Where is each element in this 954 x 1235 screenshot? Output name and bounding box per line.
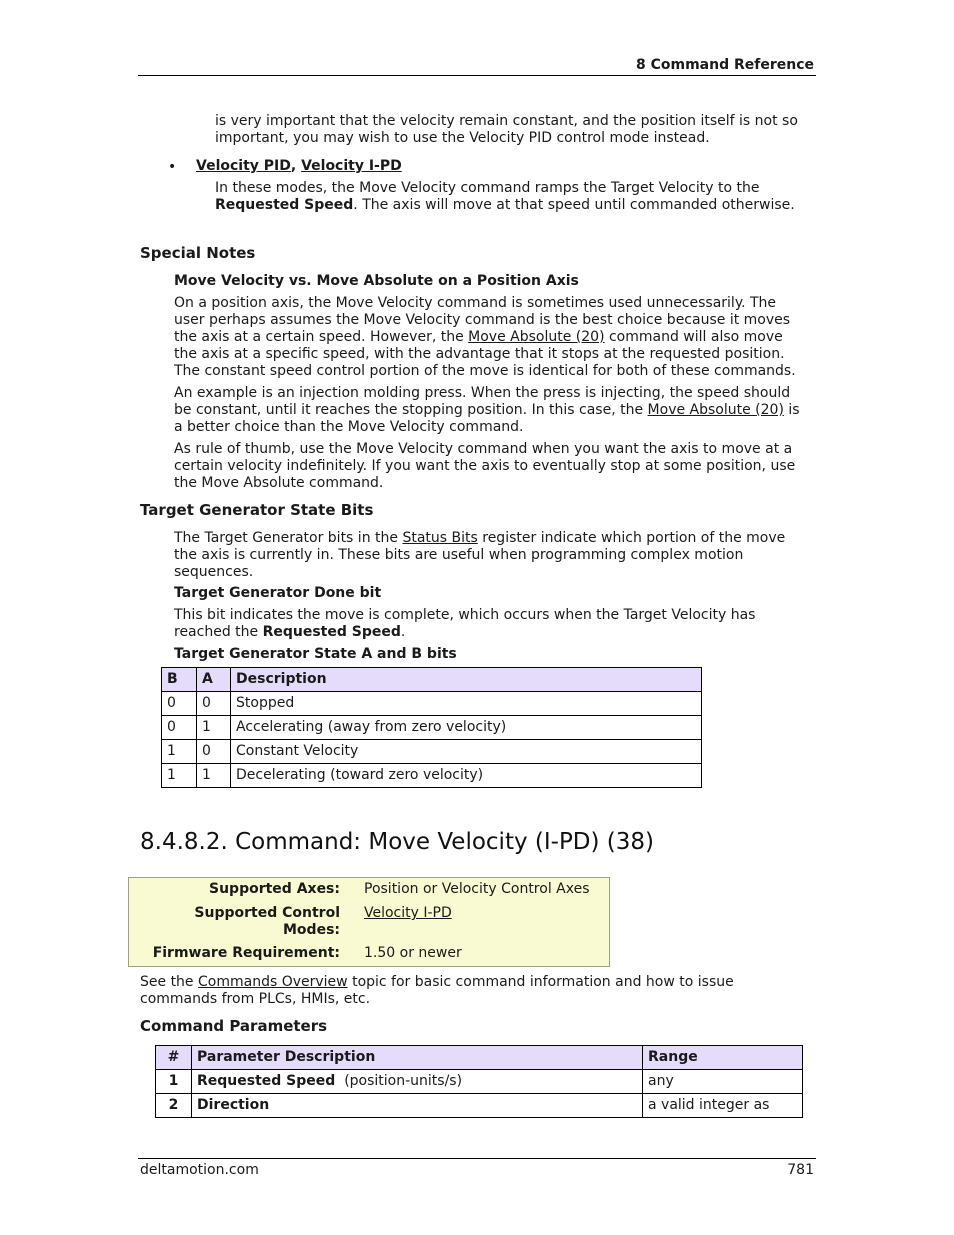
velocity-ipd-mode-link[interactable]: Velocity I-PD [364, 905, 452, 921]
tg-bits-heading: Target Generator State Bits [140, 501, 374, 519]
intro-paragraph: is very important that the velocity remain constant, and the position itself is not so important, you may wish to use the Velocity PID control mode instead. [215, 113, 798, 146]
velocity-pid-link[interactable]: Velocity PID [196, 158, 291, 174]
table-row: 2 Direction a valid integer as [156, 1094, 803, 1118]
tg-done-heading: Target Generator Done bit [174, 585, 382, 601]
footer-site: deltamotion.com [140, 1162, 259, 1178]
command-info-box [128, 877, 610, 967]
command-parameters-heading: Command Parameters [140, 1017, 328, 1035]
special-notes-heading: Special Notes [140, 244, 256, 262]
footer-rule [138, 1158, 816, 1159]
info-row-firmware: Firmware Requirement: 1.50 or newer [152, 945, 462, 961]
bullet-icon: • [168, 159, 177, 175]
header-rule [138, 75, 816, 76]
tg-state-table [161, 667, 702, 788]
table-row: 1 Requested Speed (position-units/s) any [156, 1070, 803, 1094]
table-row: 1 0 Constant Velocity [162, 740, 702, 764]
status-bits-link[interactable]: Status Bits [402, 530, 478, 546]
note-paragraph-2: An example is an injection molding press. When the press is injecting, the speed should be constant, until it reaches the stopping position. In this case, the Move Absolute (20) is a better choice than the Move Velocity command. [174, 385, 800, 435]
move-absolute-link-2[interactable]: Move Absolute (20) [647, 402, 784, 418]
table-header-row: # Parameter Description Range [156, 1046, 803, 1070]
overview-paragraph: See the Commands Overview topic for basic command information and how to issue commands from PLCs, HMIs, etc. [140, 974, 734, 1007]
page-number: 781 [787, 1162, 814, 1178]
tg-bits-paragraph: The Target Generator bits in the Status Bits register indicate which portion of the move the axis is currently in. These bits are useful when programming complex motion sequences. [174, 530, 786, 580]
modes-paragraph: In these modes, the Move Velocity command ramps the Target Velocity to the Requested Speed. The axis will move at that speed until commanded otherwise. [215, 180, 795, 213]
tg-state-heading: Target Generator State A and B bits [174, 646, 457, 662]
commands-overview-link[interactable]: Commands Overview [198, 974, 348, 990]
move-absolute-link[interactable]: Move Absolute (20) [468, 329, 605, 345]
move-velocity-vs-absolute-heading: Move Velocity vs. Move Absolute on a Position Axis [174, 273, 579, 289]
info-row-axes: Supported Axes: Position or Velocity Control Axes [209, 881, 590, 897]
note-paragraph-3: As rule of thumb, use the Move Velocity command when you want the axis to move at a certain velocity indefinitely. If you want the axis to eventually stop at some position, use the Move Absolute command. [174, 441, 796, 491]
note-paragraph-1: On a position axis, the Move Velocity command is sometimes used unnecessarily. The user perhaps assumes the Move Velocity command is the best choice because it moves the axis at a certain speed. However, the Move Absolute (20) command will also move the axis at a specific speed, with the advantage that it stops at the requested position. The constant speed control portion of the move is identical for both of these commands. [174, 295, 796, 379]
chapter-header: 8 Command Reference [635, 57, 814, 73]
parameters-table [155, 1045, 803, 1118]
table-row: 0 0 Stopped [162, 692, 702, 716]
info-row-modes: Supported Control Modes: Velocity I-PD [194, 905, 452, 938]
section-title: 8.4.8.2. Command: Move Velocity (I-PD) (38) [140, 829, 655, 855]
tg-done-paragraph: This bit indicates the move is complete, which occurs when the Target Velocity has reached the Requested Speed. [174, 607, 756, 640]
mode-links: Velocity PID, Velocity I-PD [196, 158, 402, 174]
tg-bits-body [174, 530, 804, 581]
table-row: 1 1 Decelerating (toward zero velocity) [162, 764, 702, 788]
special-notes-body [174, 295, 804, 492]
table-row: 0 1 Accelerating (away from zero velocity) [162, 716, 702, 740]
velocity-ipd-link[interactable]: Velocity I-PD [301, 158, 402, 174]
table-header-row: B A Description [162, 668, 702, 692]
